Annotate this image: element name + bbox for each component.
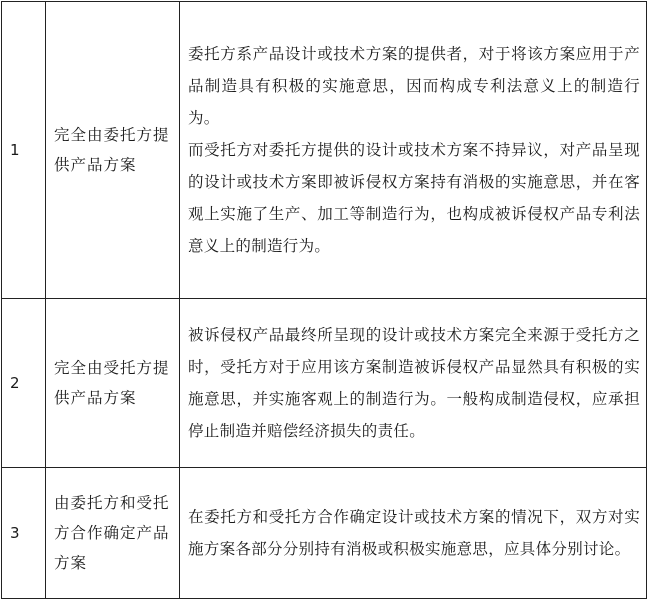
scenario-type: 完全由委托方提供产品方案	[46, 2, 180, 299]
scenario-description	[180, 468, 647, 599]
row-number: 2	[2, 299, 46, 468]
table-row	[2, 468, 647, 599]
scenario-type: 由委托方和受托方合作确定产品方案	[46, 468, 180, 599]
scenario-description	[180, 299, 647, 468]
description-paragraph: 而受托方对委托方提供的设计或技术方案不持异议，对产品呈现的设计或技术方案即被诉侵权方案持有消极的实施意思，并在客观上实施了生产、加工等制造行为，也构成被诉侵权产品专利法意义上的制造行为。	[188, 141, 640, 255]
description-paragraph: 委托方系产品设计或技术方案的提供者，对于将该方案应用于产品制造具有积极的实施意思，因而构成专利法意义上的制造行为。	[188, 45, 640, 127]
scenario-type: 完全由受托方提供产品方案	[46, 299, 180, 468]
comparison-table	[1, 1, 647, 599]
scenario-description	[180, 2, 647, 299]
description-paragraph: 被诉侵权产品最终所呈现的设计或技术方案完全来源于受托方之时，受托方对于应用该方案制造被诉侵权产品显然具有积极的实施意思，并实施客观上的制造行为。一般构成制造侵权，应承担停止制造并赔偿经济损失的责任。	[188, 326, 640, 440]
table-row	[2, 2, 647, 299]
row-number: 3	[2, 468, 46, 599]
row-number: 1	[2, 2, 46, 299]
table-row	[2, 299, 647, 468]
description-paragraph: 在委托方和受托方合作确定设计或技术方案的情况下，双方对实施方案各部分分别持有消极或积极实施意思，应具体分别讨论。	[188, 508, 640, 558]
